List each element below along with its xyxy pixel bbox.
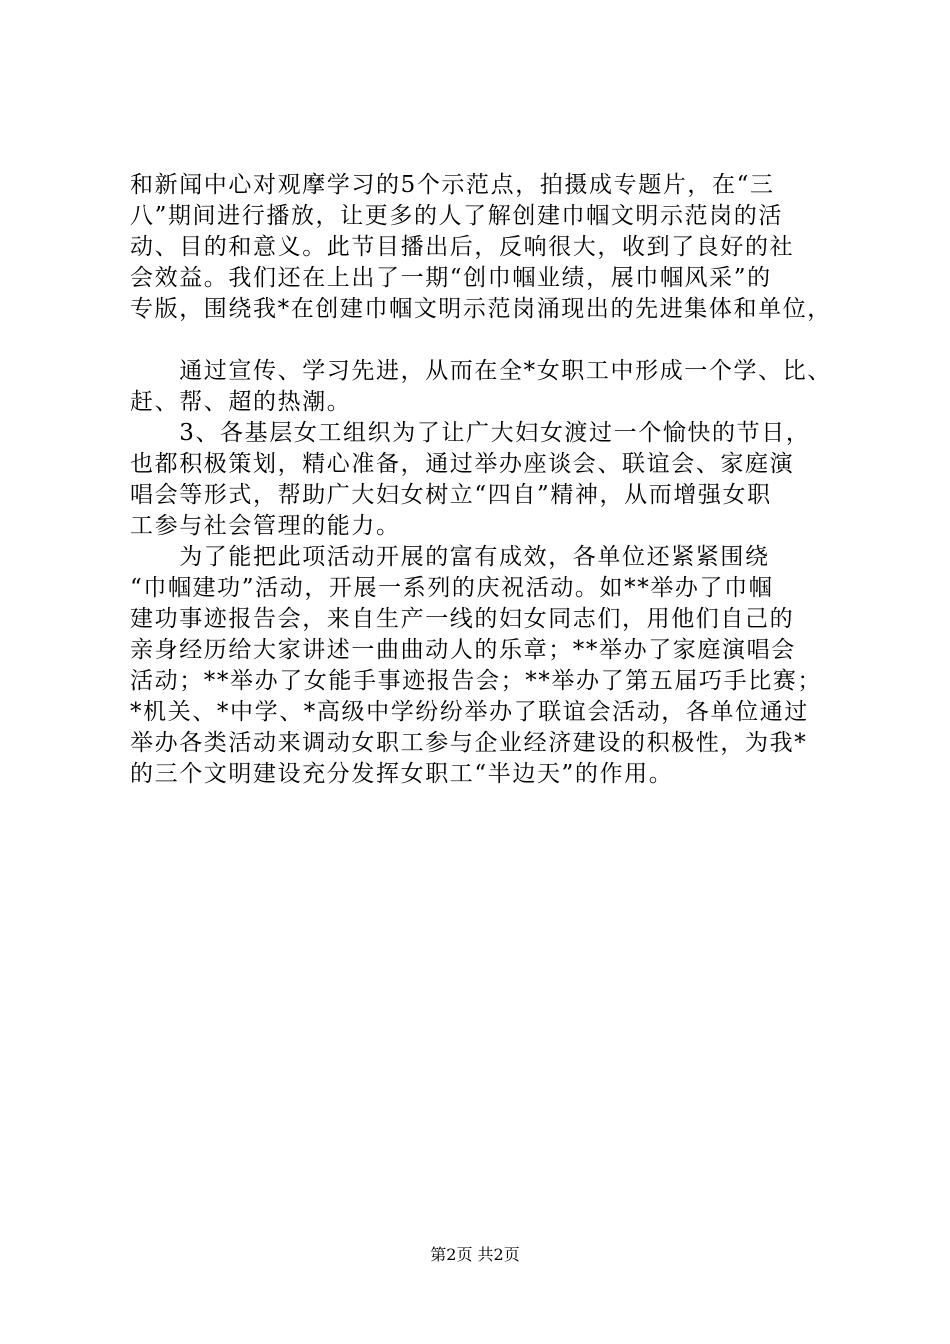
text-line: 工参与社会管理的能力。	[130, 513, 401, 539]
text-line: 3、各基层女工组织为了让广大妇女渡过一个愉快的节日，	[130, 420, 811, 446]
text-line: 会效益。我们还在上出了一期“创巾帼业绩，展巾帼风采”的	[130, 265, 772, 291]
text-line: 唱会等形式，帮助广大妇女树立“四自”精神，从而增强女职	[130, 482, 772, 508]
text-line: 活动；**举办了女能手事迹报告会；**举办了第五届巧手比赛；	[130, 668, 822, 694]
text-line: 为了能把此项活动开展的富有成效，各单位还紧紧围绕	[130, 544, 770, 570]
text-line: 亲身经历给大家讲述一曲曲动人的乐章；**举办了家庭演唱会	[130, 637, 796, 663]
text-line: *机关、*中学、*高级中学纷纷举办了联谊会活动，各单位通过	[130, 699, 809, 725]
text-line: 也都积极策划，精心准备，通过举办座谈会、联谊会、家庭演	[130, 451, 795, 477]
page-footer	[0, 1245, 950, 1265]
document-body	[130, 170, 830, 790]
text-line: 动、目的和意义。此节目播出后，反响很大，收到了良好的社	[130, 234, 795, 260]
text-line: “巾帼建功”活动，开展一系列的庆祝活动。如**举办了巾帼	[130, 575, 774, 601]
text-line: 八”期间进行播放，让更多的人了解创建巾帼文明示范岗的活	[130, 203, 783, 229]
text-line: 专版，围绕我*在创建巾帼文明示范岗涌现出的先进集体和单位，	[130, 296, 832, 322]
text-line: 赶、帮、超的热潮。	[130, 389, 352, 415]
page-number-indicator: 第2页 共2页	[430, 1245, 520, 1264]
text-line: 建功事迹报告会，来自生产一线的妇女同志们，用他们自己的	[130, 606, 795, 632]
paragraph-gap	[130, 325, 830, 356]
text-line: 和新闻中心对观摩学习的5个示范点，拍摄成专题片，在“三	[130, 172, 775, 198]
text-line: 通过宣传、学习先进，从而在全*女职工中形成一个学、比、	[130, 358, 832, 384]
text-line: 的三个文明建设充分发挥女职工“半边天”的作用。	[130, 761, 674, 787]
text-line: 举办各类活动来调动女职工参与企业经济建设的积极性，为我*	[130, 730, 808, 756]
